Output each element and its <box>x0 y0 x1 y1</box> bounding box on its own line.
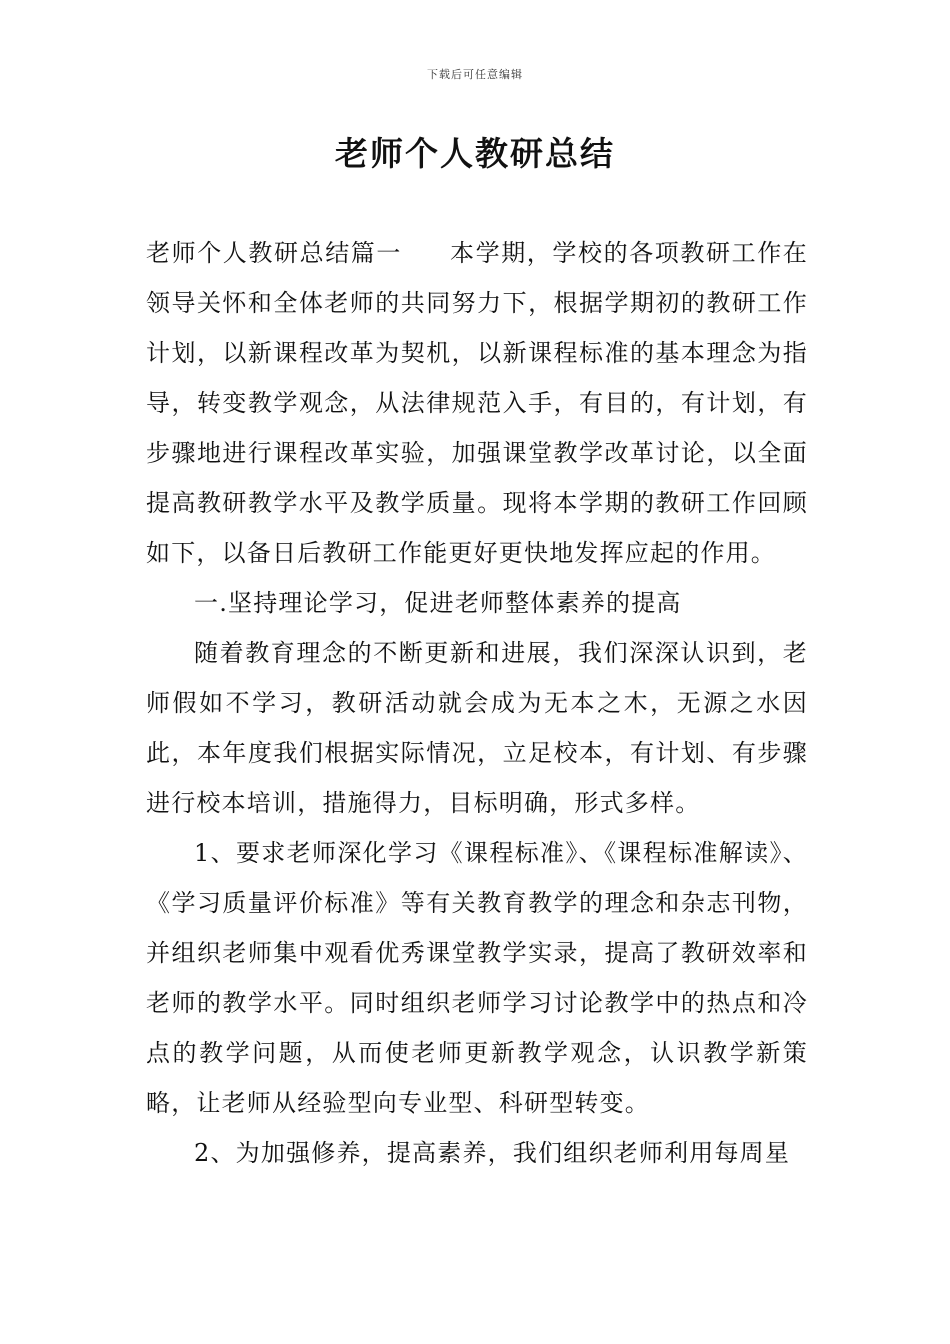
intro-paragraph <box>146 228 808 578</box>
paragraph-1: 随着教育理念的不断更新和进展，我们深深认识到，老师假如不学习，教研活动就会成为无本之木，无源之水因此，本年度我们根据实际情况，立足校本，有计划、有步骤进行校本培训，措施得力，目标明确，形式多样。 <box>146 639 808 817</box>
intro-label: 老师个人教研总结篇一 <box>146 239 402 267</box>
paragraph-3: 2、为加强修养，提高素养，我们组织老师利用每周星 <box>194 1139 791 1167</box>
page-header-note: 下载后可任意编辑 <box>427 68 523 81</box>
section-heading: 一.坚持理论学习，促进老师整体素养的提高 <box>194 589 682 617</box>
document-title: 老师个人教研总结 <box>335 134 615 173</box>
intro-text: 本学期，学校的各项教研工作在领导关怀和全体老师的共同努力下，根据学期初的教研工作计划，以新课程改革为契机，以新课程标准的基本理念为指导，转变教学观念，从法律规范入手，有目的，有计划，有步骤地进行课程改革实验，加强课堂教学改革讨论，以全面提高教研教学水平及教学质量。现将本学期的教研工作回顾如下，以备日后教研工作能更好更快地发挥应起的作用。 <box>146 239 808 567</box>
paragraph-2: 1、要求老师深化学习《课程标准》、《课程标准解读》、《学习质量评价标准》等有关教育教学的理念和杂志刊物，并组织老师集中观看优秀课堂教学实录，提高了教研效率和老师的教学水平。同时组织老师学习讨论教学中的热点和冷点的教学问题，从而使老师更新教学观念，认识教学新策略，让老师从经验型向专业型、科研型转变。 <box>146 839 808 1117</box>
document-body <box>146 228 808 1178</box>
